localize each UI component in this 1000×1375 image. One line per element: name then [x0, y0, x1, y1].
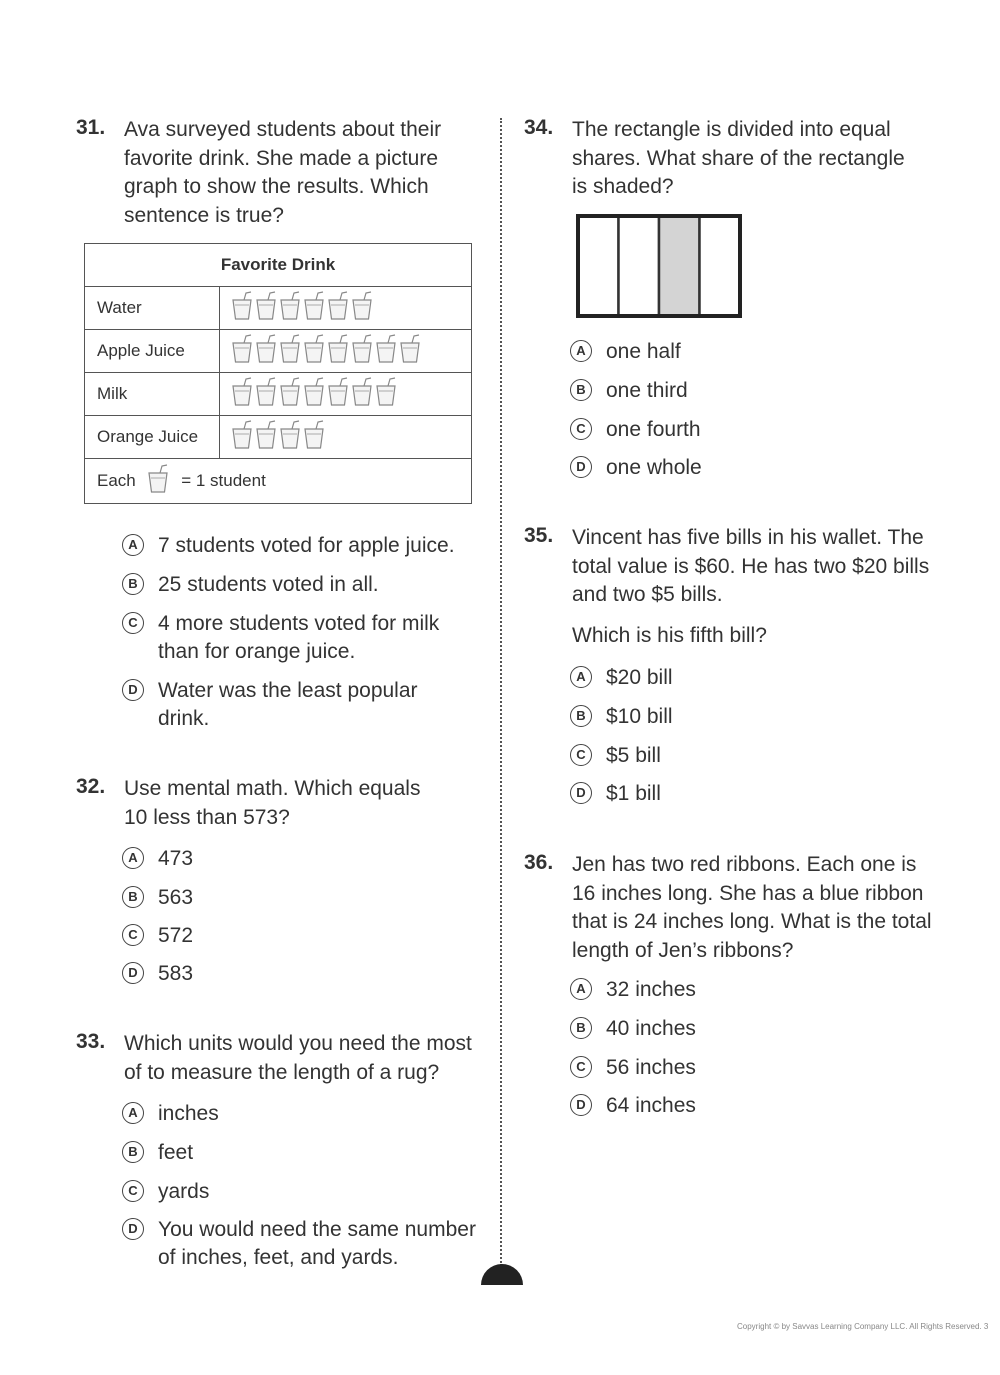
cup-icon	[230, 377, 254, 412]
question-text: Which units would you need the most of to measure the length of a rug?	[124, 1032, 472, 1084]
cup-icon-svg	[326, 377, 350, 407]
graph-row-label: Orange Juice	[85, 416, 220, 459]
cup-icon	[278, 420, 302, 455]
cup-icon-svg	[374, 334, 398, 364]
choice-bubble[interactable]: B	[122, 886, 144, 908]
choice-bubble[interactable]: A	[570, 978, 592, 1000]
choice-bubble[interactable]: D	[570, 1094, 592, 1116]
cup-icon	[302, 420, 326, 455]
cup-icon-svg	[230, 334, 254, 364]
graph-row	[85, 287, 472, 330]
graph-row-pictures	[220, 373, 472, 416]
cup-icon-svg	[398, 334, 422, 364]
choice-text: 64 inches	[606, 1094, 696, 1117]
cup-icon	[374, 377, 398, 412]
choice-bubble[interactable]: D	[122, 962, 144, 984]
graph-row-label: Water	[85, 287, 220, 330]
question-subtext: Which is his fifth bill?	[572, 624, 767, 647]
cup-icon-svg	[278, 334, 302, 364]
rectangle-part	[578, 216, 619, 316]
question-number: 35.	[524, 524, 554, 547]
question-text: Ava surveyed students about their favorite drink. She made a picture graph to show the results. Which sentence is true?	[124, 118, 442, 227]
choice-bubble[interactable]: B	[122, 1141, 144, 1163]
cup-icon-svg	[278, 291, 302, 321]
cup-icon	[302, 334, 326, 369]
question-number: 33.	[76, 1030, 106, 1053]
cup-icon	[230, 291, 254, 326]
choice-bubble[interactable]: D	[570, 782, 592, 804]
cup-icon-svg	[254, 420, 278, 450]
question-number: 32.	[76, 775, 106, 798]
choice-text: 32 inches	[606, 978, 696, 1001]
choice-text: $10 bill	[606, 705, 673, 728]
choice-bubble[interactable]: C	[570, 744, 592, 766]
cup-icon-svg	[278, 377, 302, 407]
choice-text: Water was the least popular drink.	[158, 679, 418, 730]
cup-icon	[254, 291, 278, 326]
choice-text: You would need the same number of inches, feet, and yards.	[158, 1218, 476, 1269]
cup-icon	[254, 377, 278, 412]
cup-icon-svg	[302, 334, 326, 364]
question-text: The rectangle is divided into equal shares. What share of the rectangle is shaded?	[572, 118, 905, 198]
choice-bubble[interactable]: B	[570, 705, 592, 727]
cup-icon	[254, 420, 278, 455]
choice-text: yards	[158, 1180, 210, 1203]
cup-icon	[326, 291, 350, 326]
choice-bubble[interactable]: B	[122, 573, 144, 595]
choice-text: inches	[158, 1102, 219, 1125]
choice-text: $1 bill	[606, 782, 661, 805]
choice-text: 4 more students voted for milk than for orange juice.	[158, 612, 440, 663]
cup-icon-svg	[374, 377, 398, 407]
cup-icon-svg	[278, 420, 302, 450]
choice-bubble[interactable]: A	[122, 1102, 144, 1124]
choice-text: one whole	[606, 456, 702, 479]
choice-bubble[interactable]: C	[570, 1056, 592, 1078]
choice-bubble[interactable]: C	[570, 418, 592, 440]
choice-text: 7 students voted for apple juice.	[158, 534, 455, 557]
cup-icon-svg	[230, 420, 254, 450]
choice-text: 473	[158, 847, 194, 870]
cup-icon-svg	[146, 464, 170, 494]
choice-bubble[interactable]: C	[122, 924, 144, 946]
question-text: Jen has two red ribbons. Each one is 16 inches long. She has a blue ribbon that is 24 inches long. What is the total length of Jen’s ribbons?	[572, 853, 932, 962]
graph-row-pictures	[220, 287, 472, 330]
graph-row	[85, 373, 472, 416]
cup-icon-svg	[350, 291, 374, 321]
choice-text: 563	[158, 886, 194, 909]
cup-icon-svg	[350, 377, 374, 407]
choice-bubble[interactable]: C	[122, 1180, 144, 1202]
graph-title: Favorite Drink	[85, 244, 472, 287]
choice-bubble[interactable]: A	[122, 847, 144, 869]
choice-bubble[interactable]: A	[570, 666, 592, 688]
cup-icon-svg	[302, 377, 326, 407]
graph-row	[85, 330, 472, 373]
cup-icon-svg	[254, 377, 278, 407]
cup-icon-svg	[230, 377, 254, 407]
choice-bubble[interactable]: D	[122, 679, 144, 701]
graph-row-pictures	[220, 330, 472, 373]
cup-icon-svg	[350, 334, 374, 364]
graph-row	[85, 416, 472, 459]
cup-icon	[350, 334, 374, 369]
graph-row-pictures	[220, 416, 472, 459]
key-each-label: Each	[97, 470, 136, 490]
cup-icon	[230, 334, 254, 369]
rectangle-part-shaded	[659, 216, 700, 316]
question-text: Vincent has five bills in his wallet. The total value is $60. He has two $20 bills and two $5 bills.	[572, 526, 930, 606]
cup-icon	[278, 291, 302, 326]
cup-icon-svg	[326, 291, 350, 321]
cup-icon	[278, 334, 302, 369]
rectangle-part	[700, 216, 741, 316]
cup-icon	[350, 377, 374, 412]
graph-row-label: Apple Juice	[85, 330, 220, 373]
choice-text: one fourth	[606, 418, 701, 441]
cup-icon	[326, 334, 350, 369]
cup-icon-svg	[254, 291, 278, 321]
choice-text: one half	[606, 340, 681, 363]
cup-icon	[278, 377, 302, 412]
picture-graph	[84, 243, 472, 504]
cup-icon-svg	[302, 291, 326, 321]
choice-bubble[interactable]: C	[122, 612, 144, 634]
choice-bubble[interactable]: A	[570, 340, 592, 362]
choice-text: $20 bill	[606, 666, 673, 689]
cup-icon	[326, 377, 350, 412]
cup-icon	[398, 334, 422, 369]
graph-row-label: Milk	[85, 373, 220, 416]
cup-icon	[302, 291, 326, 326]
cup-icon	[374, 334, 398, 369]
choice-text: feet	[158, 1141, 194, 1164]
choice-text: $5 bill	[606, 744, 661, 767]
column-divider	[500, 118, 502, 1266]
rectangle-part	[619, 216, 660, 316]
choice-bubble[interactable]: D	[570, 456, 592, 478]
copyright-notice: Copyright © by Savvas Learning Company LLC. All Rights Reserved. 3	[737, 1322, 989, 1331]
cup-icon-svg	[254, 334, 278, 364]
choice-text: 25 students voted in all.	[158, 573, 379, 596]
cup-icon	[254, 334, 278, 369]
cup-icon-svg	[230, 291, 254, 321]
choice-text: 40 inches	[606, 1017, 696, 1040]
choice-bubble[interactable]: D	[122, 1218, 144, 1240]
choice-text: 572	[158, 924, 194, 947]
cup-icon	[146, 464, 170, 499]
cup-icon	[230, 420, 254, 455]
divided-rectangle	[576, 214, 742, 318]
choice-bubble[interactable]: B	[570, 1017, 592, 1039]
key-equals-label: = 1 student	[181, 470, 266, 490]
question-number: 31.	[76, 116, 106, 139]
choice-bubble[interactable]: B	[570, 379, 592, 401]
cup-icon	[350, 291, 374, 326]
choice-text: 583	[158, 962, 194, 985]
cup-icon	[302, 377, 326, 412]
question-text: Use mental math. Which equals 10 less than 573?	[124, 777, 421, 829]
question-number: 36.	[524, 851, 554, 874]
choice-text: 56 inches	[606, 1056, 696, 1079]
choice-bubble[interactable]: A	[122, 534, 144, 556]
question-number: 34.	[524, 116, 554, 139]
choice-text: one third	[606, 379, 688, 402]
cup-icon-svg	[326, 334, 350, 364]
cup-icon-svg	[302, 420, 326, 450]
graph-key	[85, 459, 472, 504]
